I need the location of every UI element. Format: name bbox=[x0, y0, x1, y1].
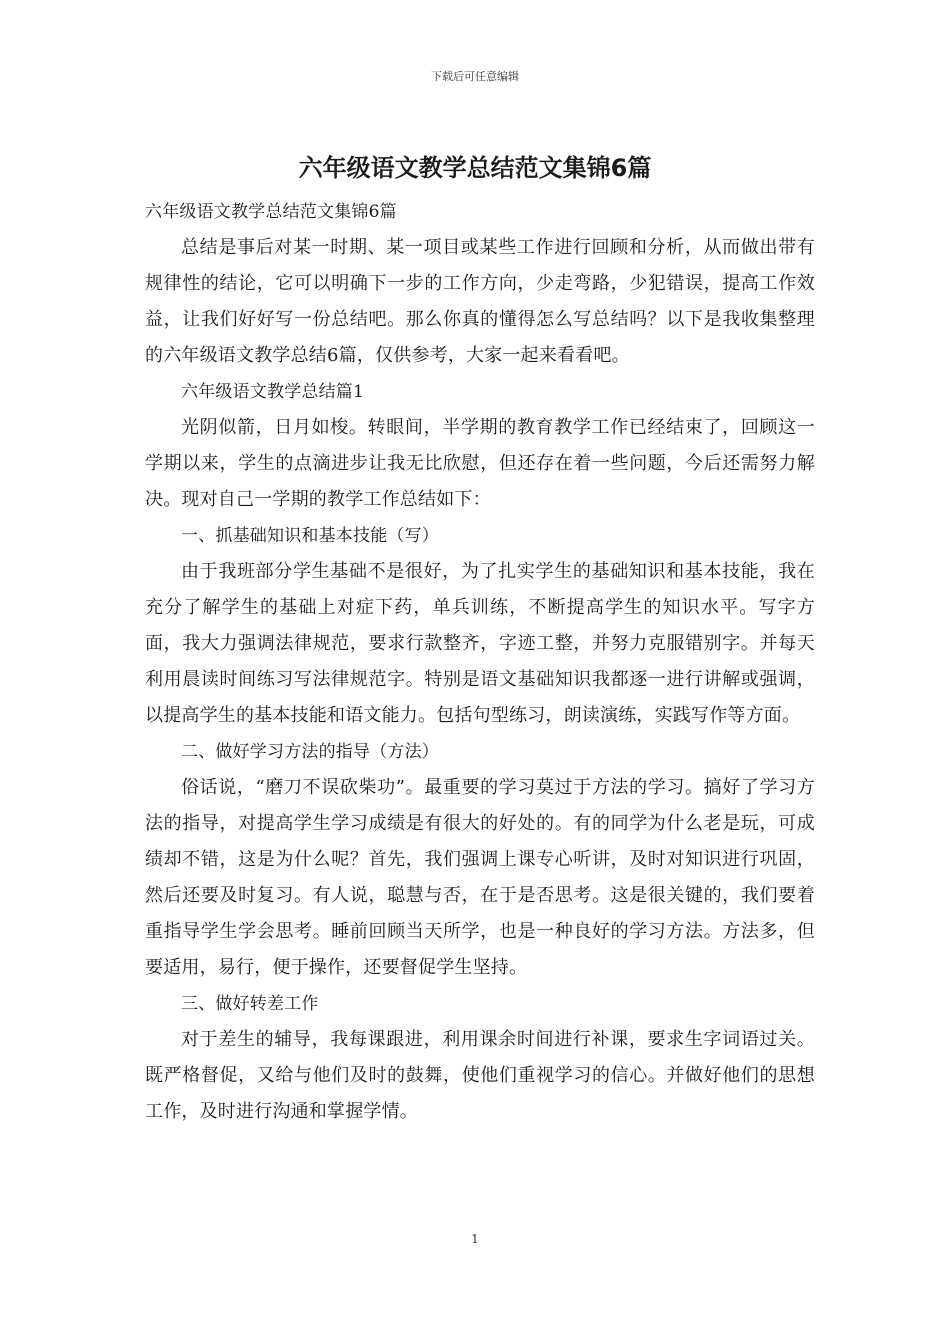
document-body bbox=[145, 196, 815, 1130]
body-paragraph: 由于我班部分学生基础不是很好，为了扎实学生的基础知识和基本技能，我在充分了解学生的基础上对症下药，单兵训练，不断提高学生的知识水平。写字方面，我大力强调法律规范，要求行款整齐，字迹工整，并努力克服错别字。并每天利用晨读时间练习写法律规范字。特别是语文基础知识我都逐一进行讲解或强调，以提高学生的基本技能和语文能力。包括句型练习，朗读演练，实践写作等方面。 bbox=[145, 561, 815, 726]
subtitle-paragraph: 六年级语文教学总结范文集锦6篇 bbox=[145, 202, 397, 222]
section-heading: 一、抓基础知识和基本技能（写） bbox=[181, 526, 439, 546]
page-number: 1 bbox=[471, 1232, 479, 1246]
document-title: 六年级语文教学总结范文集锦6篇 bbox=[298, 154, 652, 182]
body-paragraph: 对于差生的辅导，我每课跟进，利用课余时间进行补课，要求生字词语过关。既严格督促，又给与他们及时的鼓舞，使他们重视学习的信心。并做好他们的思想工作，及时进行沟通和掌握学情。 bbox=[145, 1029, 815, 1122]
body-paragraph: 俗话说，“磨刀不误砍柴功”。最重要的学习莫过于方法的学习。搞好了学习方法的指导，对提高学生学习成绩是有很大的好处的。有的同学为什么老是玩，可成绩却不错，这是为什么呢？首先，我们强调上课专心听讲，及时对知识进行巩固，然后还要及时复习。有人说，聪慧与否，在于是否思考。这是很关键的，我们要着重指导学生学会思考。睡前回顾当天所学，也是一种良好的学习方法。方法多，但要适用，易行，便于操作，还要督促学生坚持。 bbox=[145, 777, 815, 978]
section-heading: 六年级语文教学总结篇1 bbox=[181, 382, 365, 402]
section-heading: 三、做好转差工作 bbox=[181, 994, 319, 1014]
header-note: 下载后可任意编辑 bbox=[431, 70, 519, 83]
intro-paragraph: 总结是事后对某一时期、某一项目或某些工作进行回顾和分析，从而做出带有规律性的结论，它可以明确下一步的工作方向，少走弯路，少犯错误，提高工作效益，让我们好好写一份总结吧。那么你真的懂得怎么写总结吗？以下是我收集整理的六年级语文教学总结6篇，仅供参考，大家一起来看看吧。 bbox=[145, 237, 815, 366]
body-paragraph: 光阴似箭，日月如梭。转眼间，半学期的教育教学工作已经结束了，回顾这一学期以来，学生的点滴进步让我无比欣慰，但还存在着一些问题，今后还需努力解决。现对自己一学期的教学工作总结如下： bbox=[145, 417, 815, 510]
section-heading: 二、做好学习方法的指导（方法） bbox=[181, 742, 439, 762]
